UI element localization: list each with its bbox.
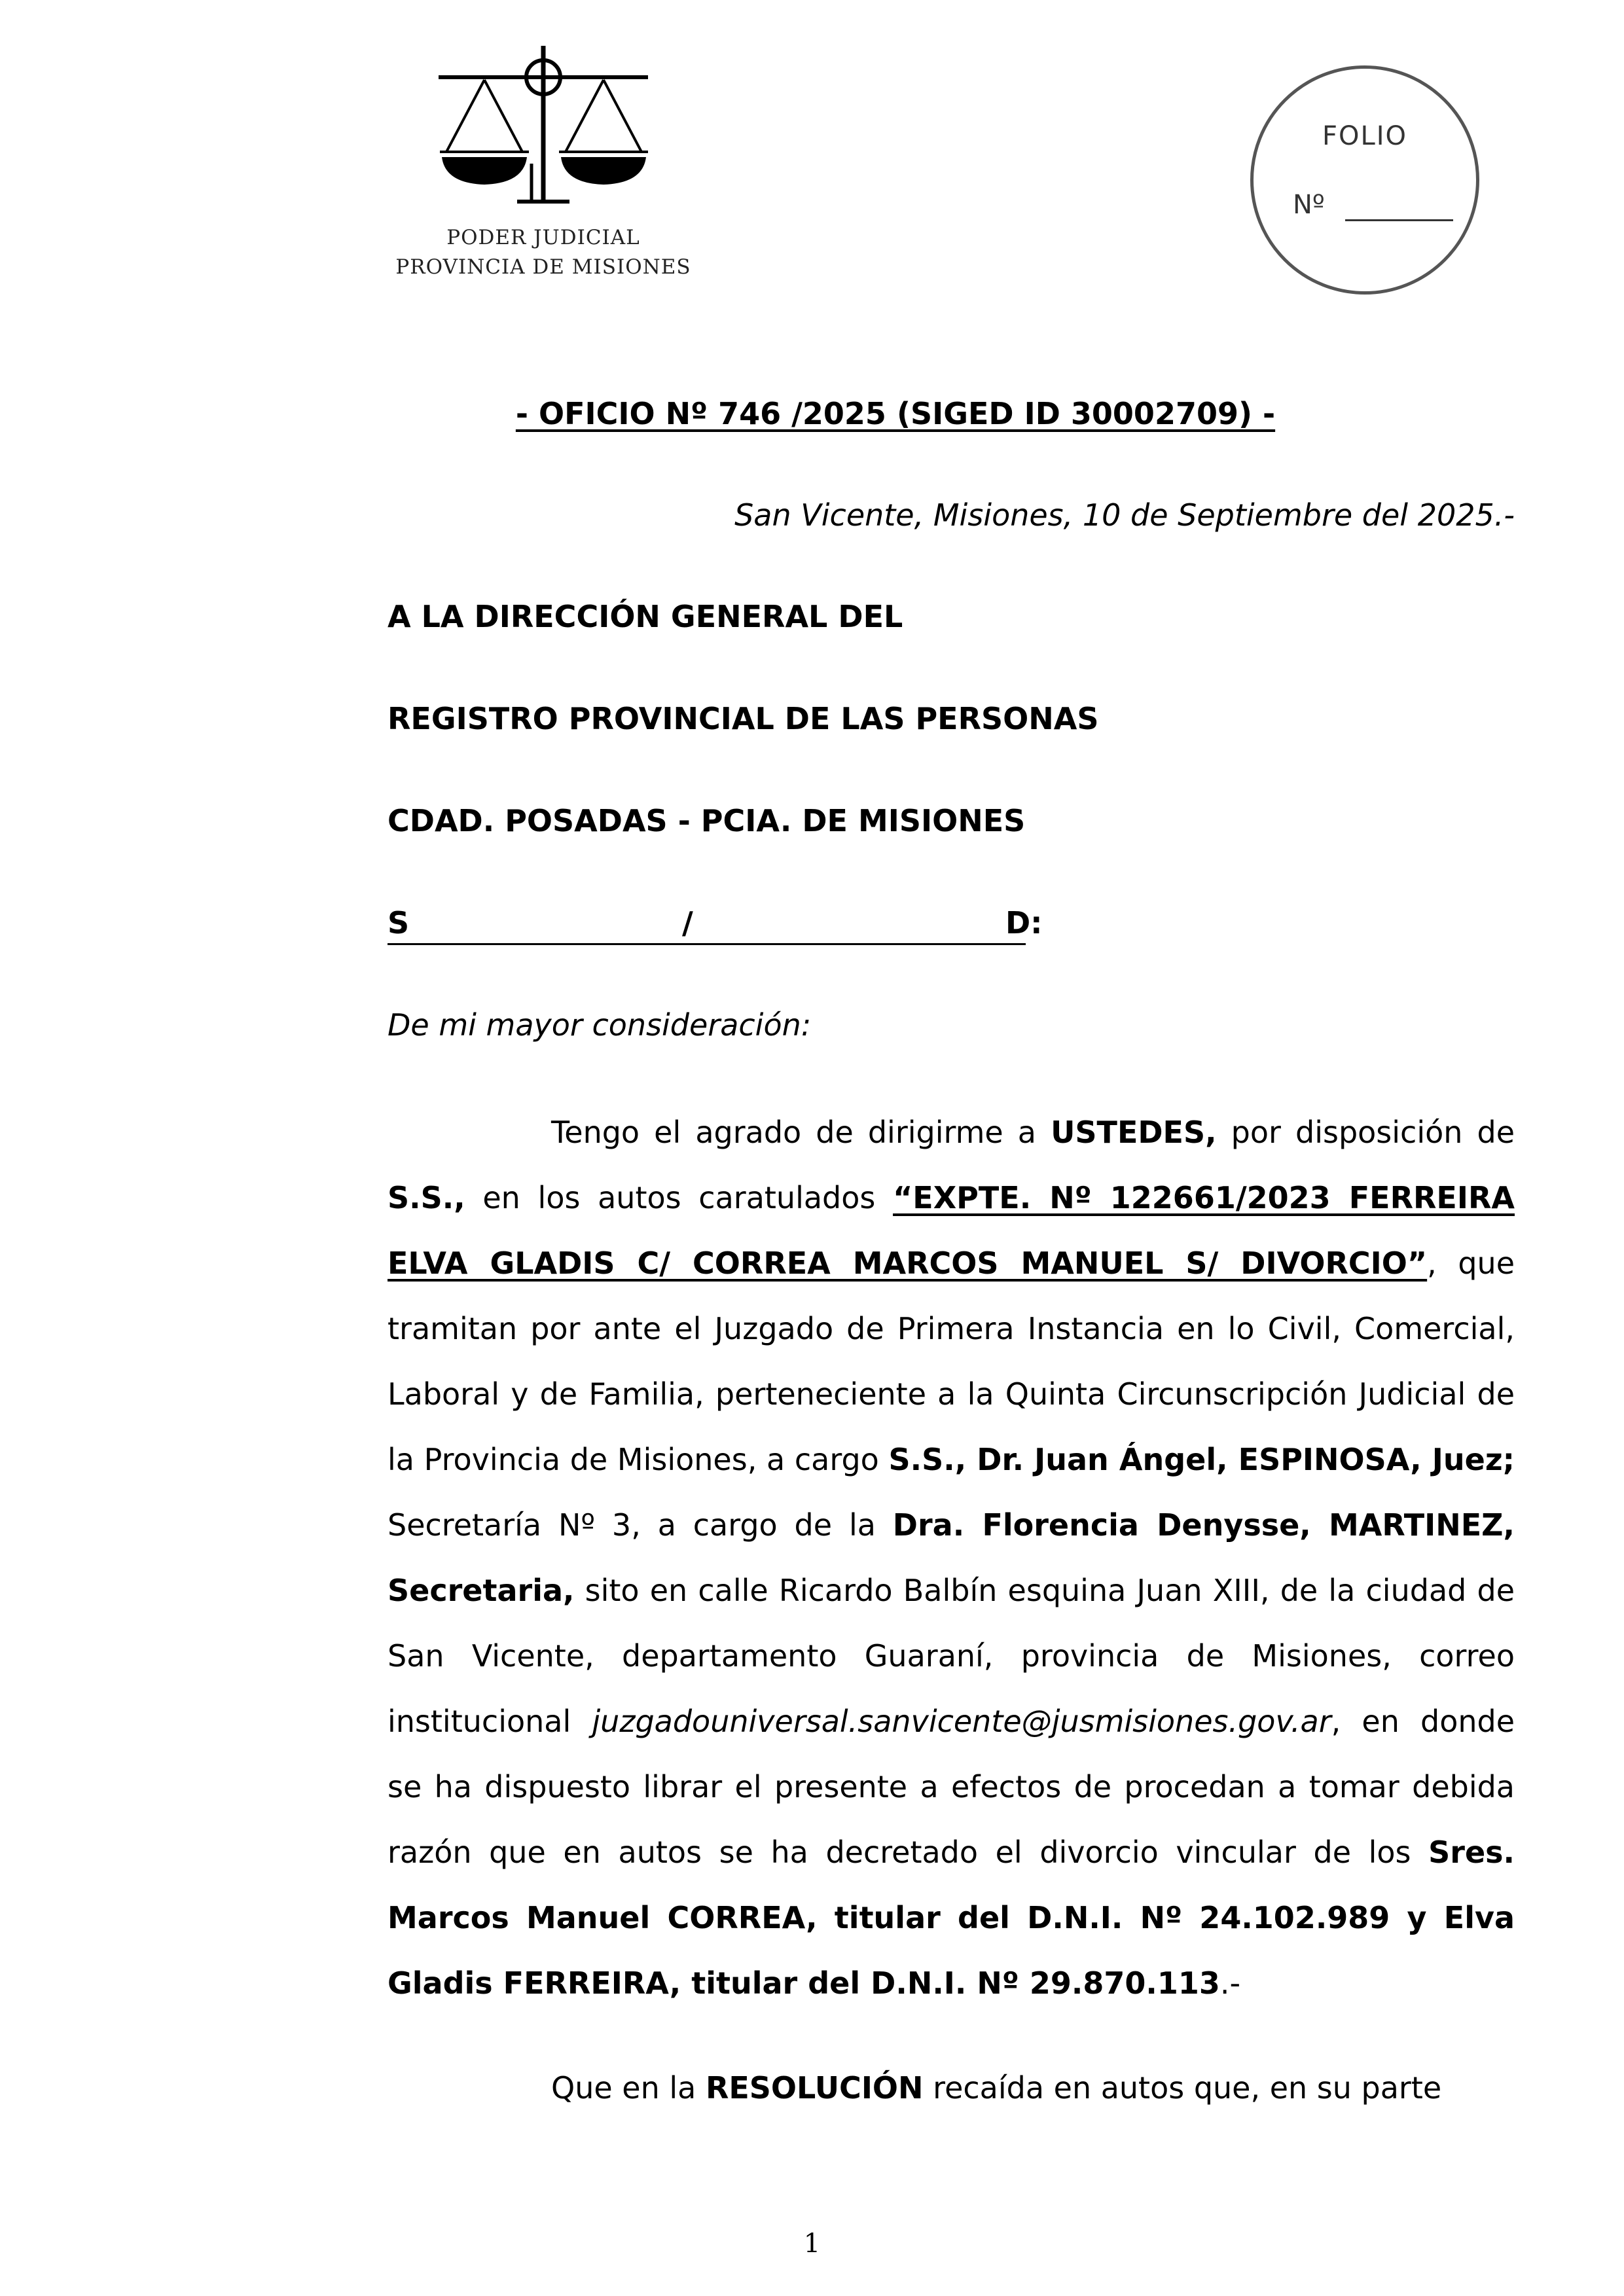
addressee-line3: CDAD. POSADAS - PCIA. DE MISIONES	[388, 803, 1026, 838]
logo-text-line2: PROVINCIA DE MISIONES	[395, 255, 691, 279]
p1-text-6: sito en calle Ricardo Balbín esquina Juan XIII, de la ciudad de San Vicente, departamento Guaraní, provincia de Misiones, correo institucional	[388, 1573, 1515, 1739]
greeting: De mi mayor consideración:	[388, 1007, 812, 1043]
p1-text-2: por disposición de	[1216, 1115, 1515, 1150]
folio-number-blank	[1345, 219, 1453, 221]
document-date: San Vicente, Misiones, 10 de Septiembre del 2025.-	[734, 497, 1515, 533]
p2-text-1: Que en la	[551, 2070, 706, 2106]
sd-salutation	[388, 905, 1042, 944]
logo-text-line1: PODER JUDICIAL	[446, 226, 640, 249]
folio-label: FOLIO	[1322, 121, 1408, 151]
p1-text-5: Secretaría Nº 3, a cargo de la	[388, 1507, 893, 1543]
folio-number-label: Nº	[1293, 190, 1325, 220]
p1-bold-judge: S.S., Dr. Juan Ángel, ESPINOSA, Juez;	[888, 1442, 1515, 1477]
p1-text-1: Tengo el agrado de dirigirme a	[551, 1115, 1051, 1150]
folio-stamp	[1250, 65, 1479, 295]
page-number: 1	[803, 2229, 821, 2259]
addressee-line1: A LA DIRECCIÓN GENERAL DEL	[388, 599, 903, 634]
p1-text-8: .-	[1219, 1965, 1241, 2001]
p1-text-4: , que tramitan por ante el Juzgado de Primera Instancia en lo Civil, Comercial, Laboral y de Familia, perteneciente a la Quinta Circunscripción Judicial de la Provincia de Misiones, a cargo	[388, 1246, 1515, 1477]
p1-bold-ustedes: USTEDES,	[1051, 1115, 1217, 1150]
p1-text-7: , en donde se ha dispuesto librar el presente a efectos de procedan a tomar debida razón que en autos se ha decretado el divorcio vincular de los	[388, 1704, 1515, 1870]
p2-bold-resolucion: RESOLUCIÓN	[705, 2070, 924, 2106]
addressee-line2: REGISTRO PROVINCIAL DE LAS PERSONAS	[388, 701, 1099, 736]
sd-d: D:	[1005, 905, 1043, 941]
p2-text-2: recaída en autos que, en su parte	[923, 2070, 1442, 2106]
body-paragraph-2	[388, 2055, 1515, 2121]
p1-bold-ss: S.S.,	[388, 1180, 465, 1215]
judicial-logo	[393, 39, 694, 301]
p1-text-3: en los autos caratulados	[465, 1180, 893, 1215]
p1-email: juzgadouniversal.sanvicente@jusmisiones.gov.ar	[592, 1704, 1331, 1739]
sd-s: S	[388, 905, 410, 941]
document-title: - OFICIO Nº 746 /2025 (SIGED ID 30002709) -	[515, 396, 1276, 431]
sd-underline	[388, 943, 1026, 945]
p1-case-caption: “EXPTE. Nº 122661/2023 FERREIRA ELVA GLADIS C/ CORREA MARCOS MANUEL S/ DIVORCIO”	[388, 1180, 1515, 1281]
body-paragraph-1	[388, 1100, 1515, 2016]
scales-of-justice-icon	[432, 39, 655, 216]
sd-slash: /	[682, 905, 693, 941]
p1-bold-secretary: Dra. Florencia Denysse, MARTINEZ, Secretaria,	[388, 1507, 1515, 1608]
p1-bold-parties: Sres. Marcos Manuel CORREA, titular del D.N.I. Nº 24.102.989 y Elva Gladis FERREIRA, titular del D.N.I. Nº 29.870.113	[388, 1835, 1515, 2001]
